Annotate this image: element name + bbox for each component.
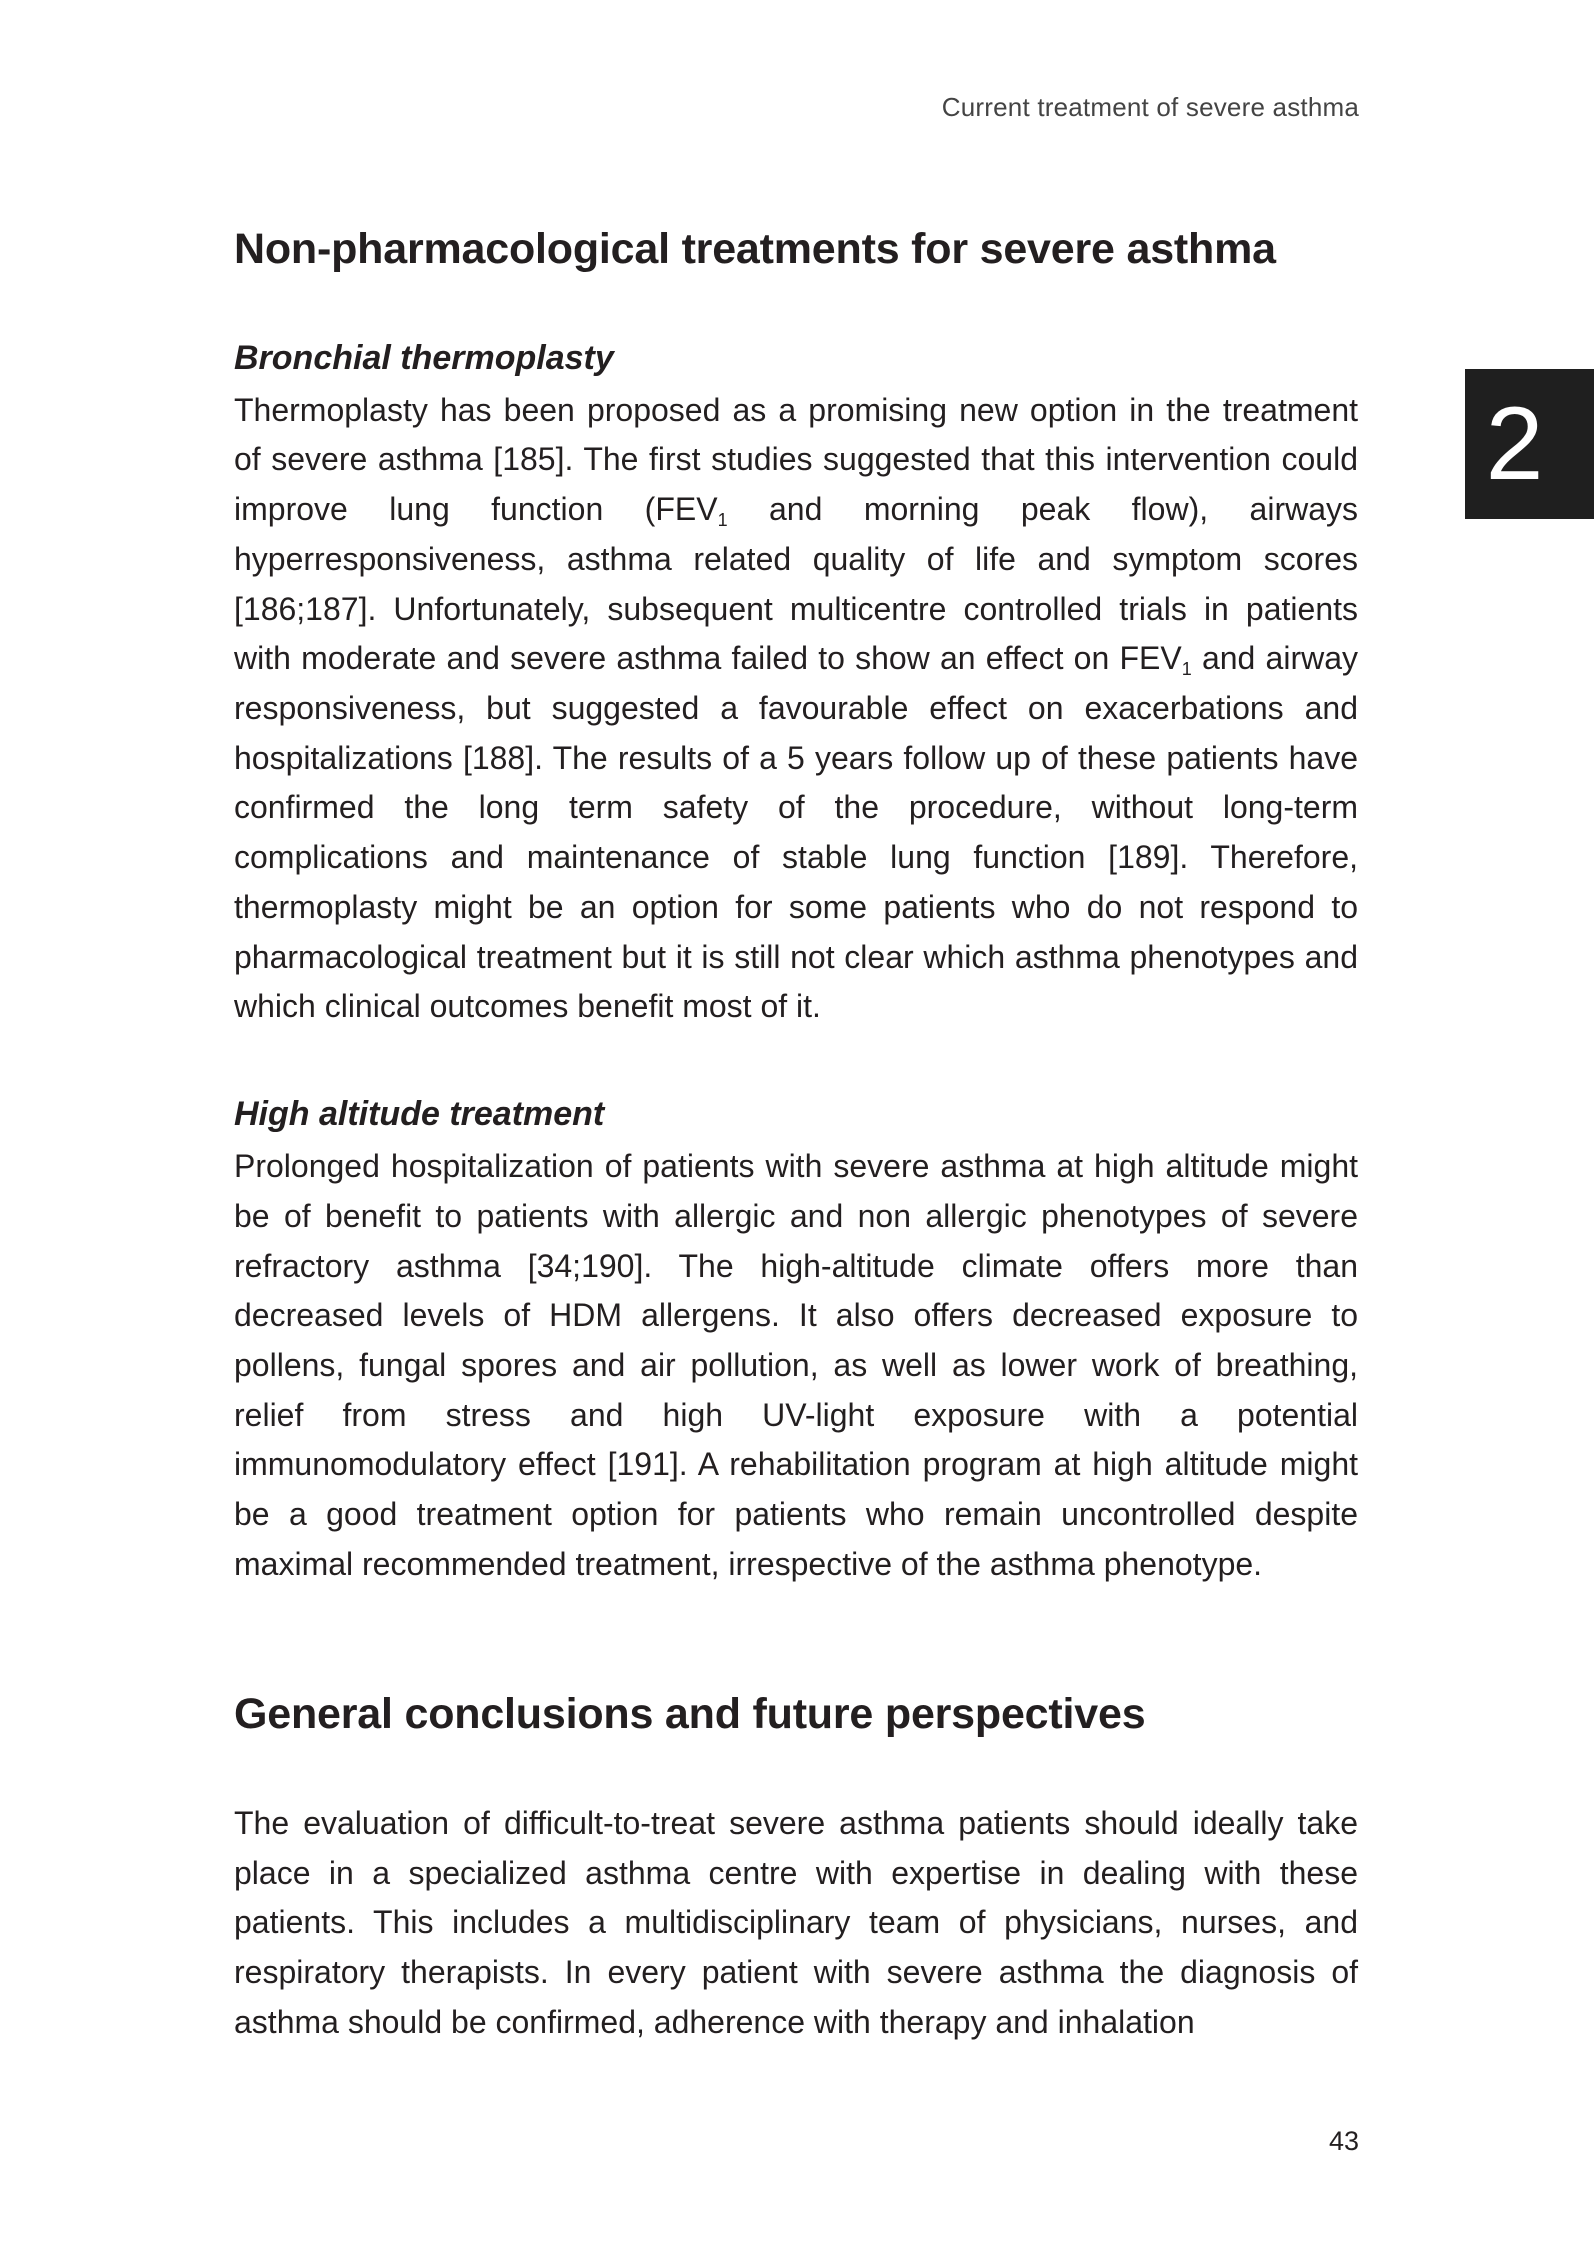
section-title-nonpharmacological: Non-pharmacological treatments for severe asthma (234, 225, 1276, 273)
text-run: and airway responsiveness, but suggested a favourable effect on exacerbations and hospitalizations [188]. The results of a 5 years follow up of these patients have confirmed the long term safety of the procedure, without long-term complications and maintenance of stable lung function [189]. Therefore, thermoplasty might be an option for some patients who do not respond to pharmacological treatment but it is still not clear which asthma phenotypes and which clinical outcomes benefit most of it. (234, 640, 1359, 1025)
page-body (234, 220, 1358, 2048)
chapter-tab (1465, 369, 1594, 519)
paragraph-thermoplasty (234, 386, 1358, 1032)
subscript: 1 (717, 510, 728, 531)
section-title-conclusions: General conclusions and future perspectives (234, 1690, 1146, 1739)
subheading-bronchial-thermoplasty: Bronchial thermoplasty (234, 338, 614, 377)
page-number: 43 (1329, 2126, 1360, 2156)
text-run: and morning peak flow), airways hyperresponsiveness, asthma related quality of life and symptom scores [186;187]. Unfortunately, subsequent multicentre controlled trials in patients with moderate and severe asthma failed to show an effect on FEV (234, 491, 1359, 677)
running-header: Current treatment of severe asthma (941, 92, 1359, 122)
subscript: 1 (1181, 659, 1192, 680)
text-run: Thermoplasty has been proposed as a promising new option in the treatment of severe asthma [185]. The first studies suggested that this intervention could improve lung function (FEV (234, 391, 1358, 528)
paragraph-high-altitude: Prolonged hospitalization of patients with severe asthma at high altitude might be of benefit to patients with allergic and non allergic phenotypes of severe refractory asthma [34;190]. The high-altitude climate offers more than decreased levels of HDM allergens. It also offers decreased exposure to pollens, fungal spores and air pollution, as well as lower work of breathing, relief from stress and high UV-light exposure with a potential immunomodulatory effect [191]. A rehabilitation program at high altitude might be a good treatment option for patients who remain uncontrolled despite maximal recommended treatment, irrespective of the asthma phenotype. (234, 1148, 1358, 1582)
chapter-number: 2 (1485, 386, 1544, 502)
paragraph-conclusions: The evaluation of difficult-to-treat severe asthma patients should ideally take place in a specialized asthma centre with expertise in dealing with these patients. This includes a multidisciplinary team of physicians, nurses, and respiratory therapists. In every patient with severe asthma the diagnosis of asthma should be confirmed, adherence with therapy and inhalation (234, 1805, 1358, 2040)
subheading-high-altitude: High altitude treatment (234, 1094, 605, 1133)
